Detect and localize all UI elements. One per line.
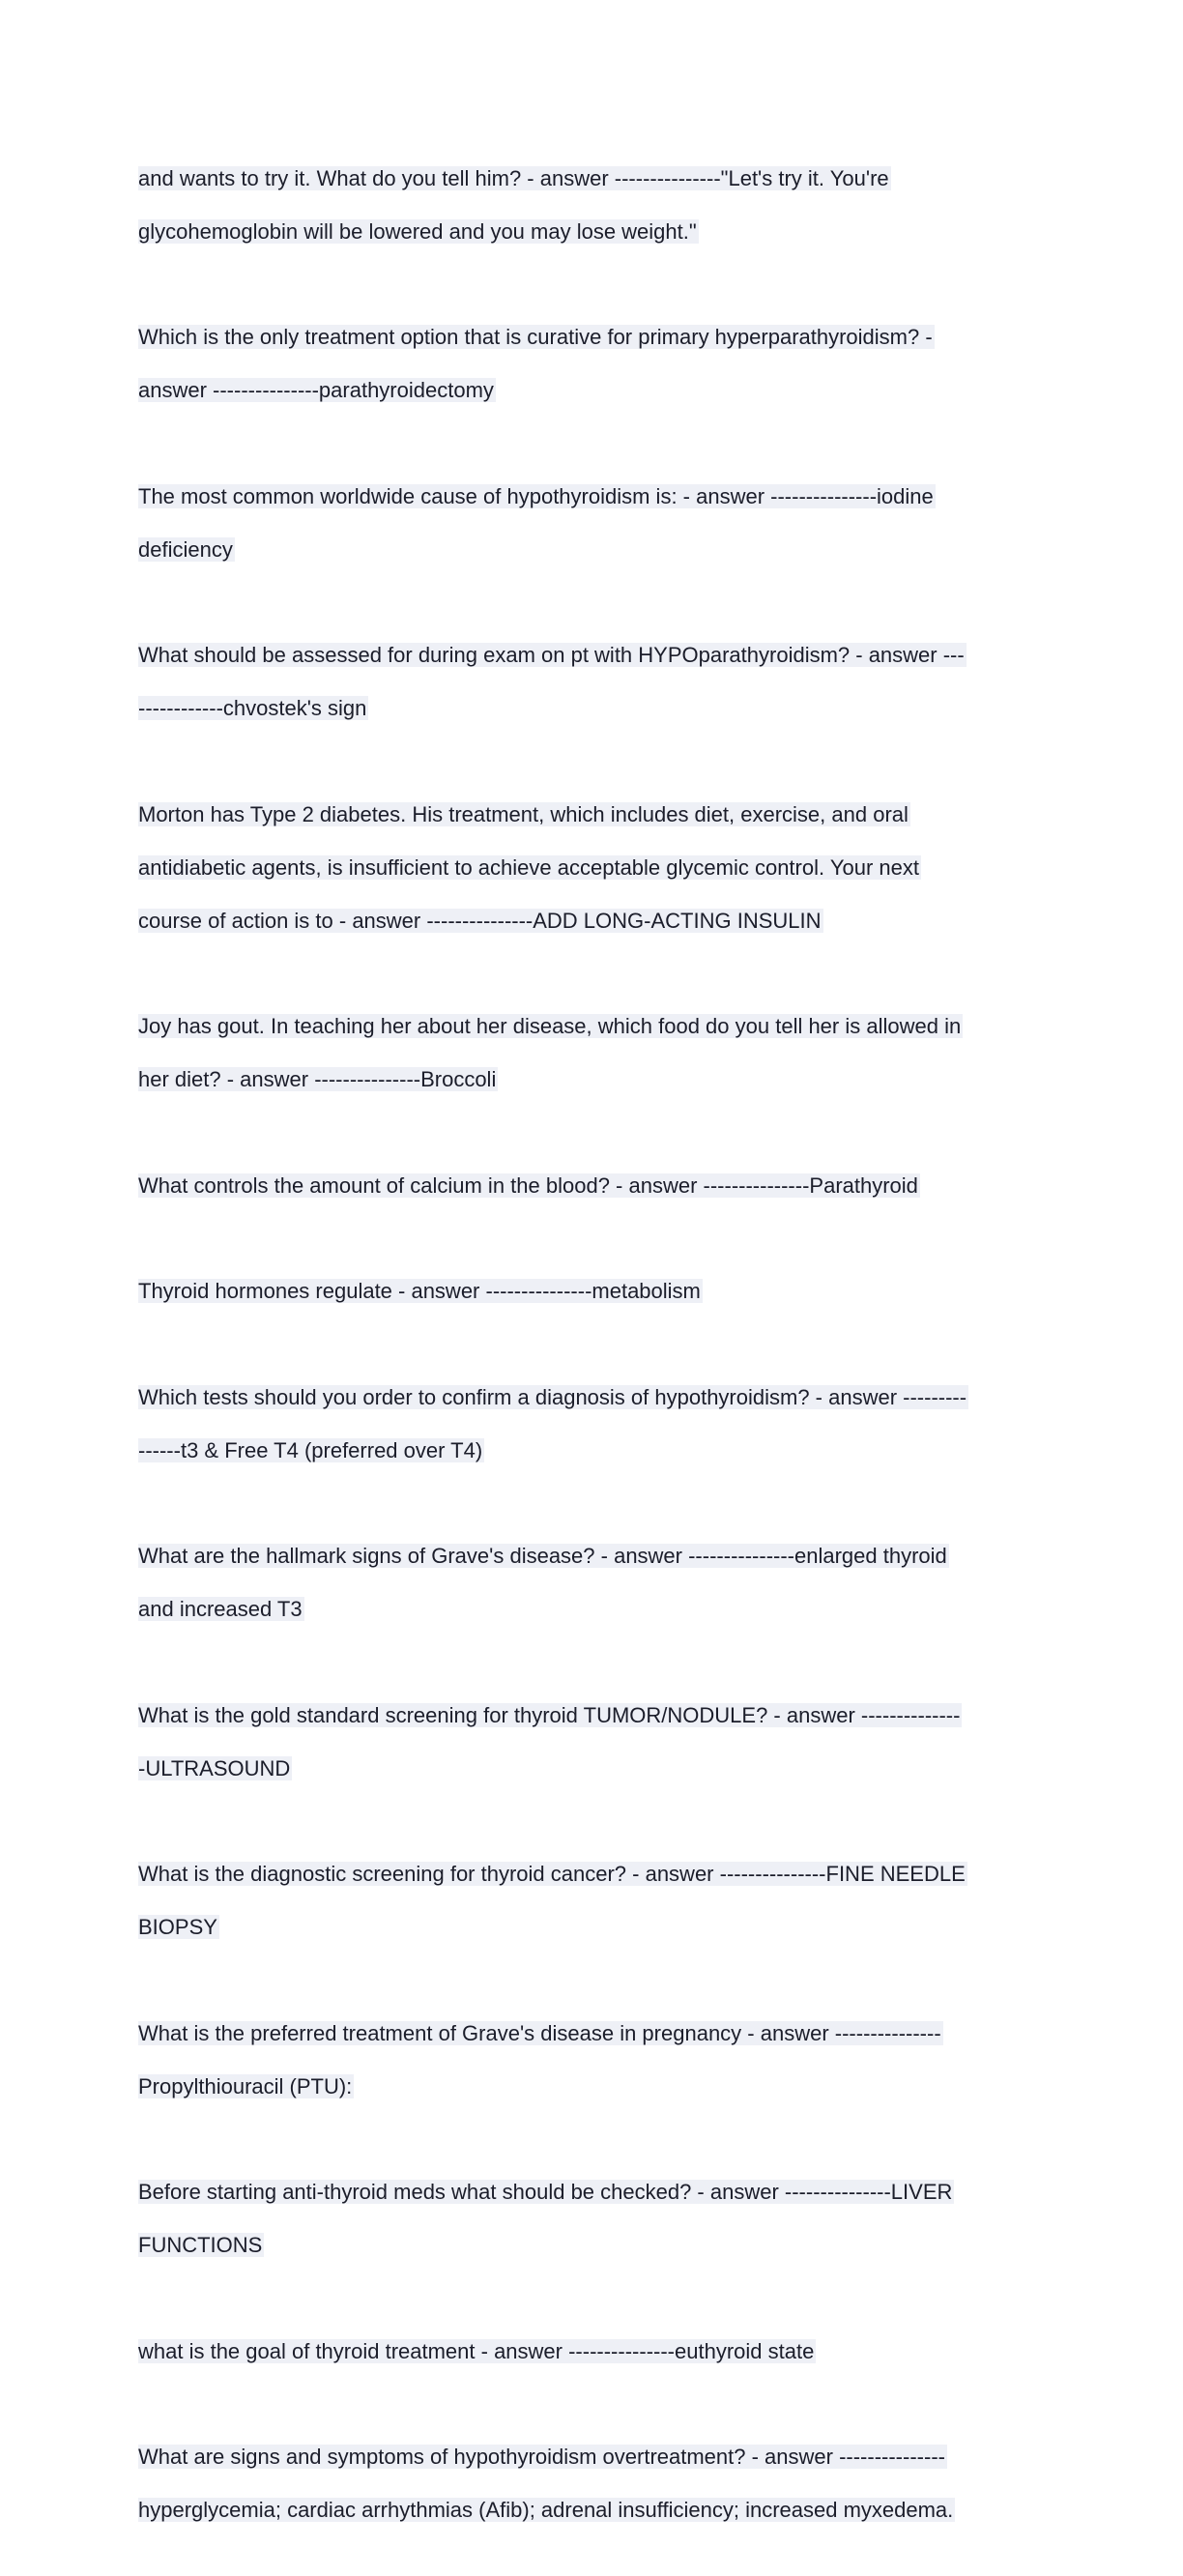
entry-line: and wants to try it. What do you tell him? - answer ---------------"Let's try it. You're (138, 165, 889, 190)
entry-line: Which tests should you order to confirm a diagnosis of hypothyroidism? - answer --------- (138, 1384, 967, 1409)
qa-entry (138, 774, 1047, 961)
qa-entry (138, 1517, 1047, 1650)
qa-entry (138, 2311, 1047, 2391)
entry-line: hyperglycemia; cardiac arrhythmias (Afib); adrenal insufficiency; increased myxedema. (138, 2498, 954, 2522)
qa-entry (138, 1357, 1047, 1491)
qa-entry (138, 1835, 1047, 1968)
entry-line: her diet? - answer ---------------Broccoli (138, 1067, 497, 1091)
entry-line: What is the gold standard screening for thyroid TUMOR/NODULE? - answer -------------- (138, 1702, 961, 1727)
document-page (138, 138, 1047, 2576)
qa-entry (138, 616, 1047, 749)
entry-line: BIOPSY (138, 1915, 217, 1939)
entry-line: FUNCTIONS (138, 2233, 263, 2257)
entry-line: course of action is to - answer ---------------ADD LONG-ACTING INSULIN (138, 908, 822, 933)
entry-line: The most common worldwide cause of hypothyroidism is: - answer ---------------iodine (138, 483, 934, 508)
entry-line: What should be assessed for during exam on pt with HYPOparathyroidism? - answer --- (138, 643, 965, 667)
entry-line: answer ---------------parathyroidectomy (138, 378, 494, 402)
entry-line: ------------chvostek's sign (138, 696, 367, 720)
entry-line: and increased T3 (138, 1597, 303, 1621)
qa-entry (138, 2417, 1047, 2551)
entry-line: deficiency (138, 536, 233, 562)
entry-line: Propylthiouracil (PTU): (138, 2073, 353, 2098)
entry-line: What are signs and symptoms of hypothyroidism overtreatment? - answer --------------- (138, 2445, 945, 2469)
entry-line: glycohemoglobin will be lowered and you may lose weight." (138, 218, 697, 244)
qa-entry (138, 987, 1047, 1120)
entry-line: Joy has gout. In teaching her about her disease, which food do you tell her is allowed in (138, 1014, 962, 1038)
entry-line: -ULTRASOUND (138, 1755, 291, 1780)
entry-line: What controls the amount of calcium in the blood? - answer ---------------Parathyroid (138, 1172, 918, 1198)
entry-line: what is the goal of thyroid treatment - answer ---------------euthyroid state (138, 2338, 815, 2363)
entry-line: What is the preferred treatment of Grave's disease in pregnancy - answer --------------- (138, 2020, 941, 2045)
entry-line: antidiabetic agents, is insufficient to achieve acceptable glycemic control. Your next (138, 854, 919, 880)
entry-line: What are the hallmark signs of Grave's disease? - answer ---------------enlarged thyroid (138, 1544, 947, 1568)
qa-entry (138, 298, 1047, 431)
entry-line: ------t3 & Free T4 (preferred over T4) (138, 1437, 483, 1462)
entry-line: Morton has Type 2 diabetes. His treatment, which includes diet, exercise, and oral (138, 801, 909, 826)
entry-line: Which is the only treatment option that is curative for primary hyperparathyroidism? - (138, 325, 933, 349)
qa-entry (138, 456, 1047, 590)
qa-entry (138, 1993, 1047, 2127)
qa-entry (138, 1252, 1047, 1332)
qa-entry (138, 1675, 1047, 1809)
entry-line: What is the diagnostic screening for thyroid cancer? - answer ---------------FINE NEEDLE (138, 1862, 966, 1886)
entry-line: Thyroid hormones regulate - answer ---------------metabolism (138, 1279, 701, 1303)
qa-entry (138, 2153, 1047, 2286)
entry-line: Before starting anti-thyroid meds what should be checked? - answer ---------------LIVER (138, 2180, 953, 2204)
qa-entry (138, 1145, 1047, 1226)
qa-entry (138, 138, 1047, 272)
